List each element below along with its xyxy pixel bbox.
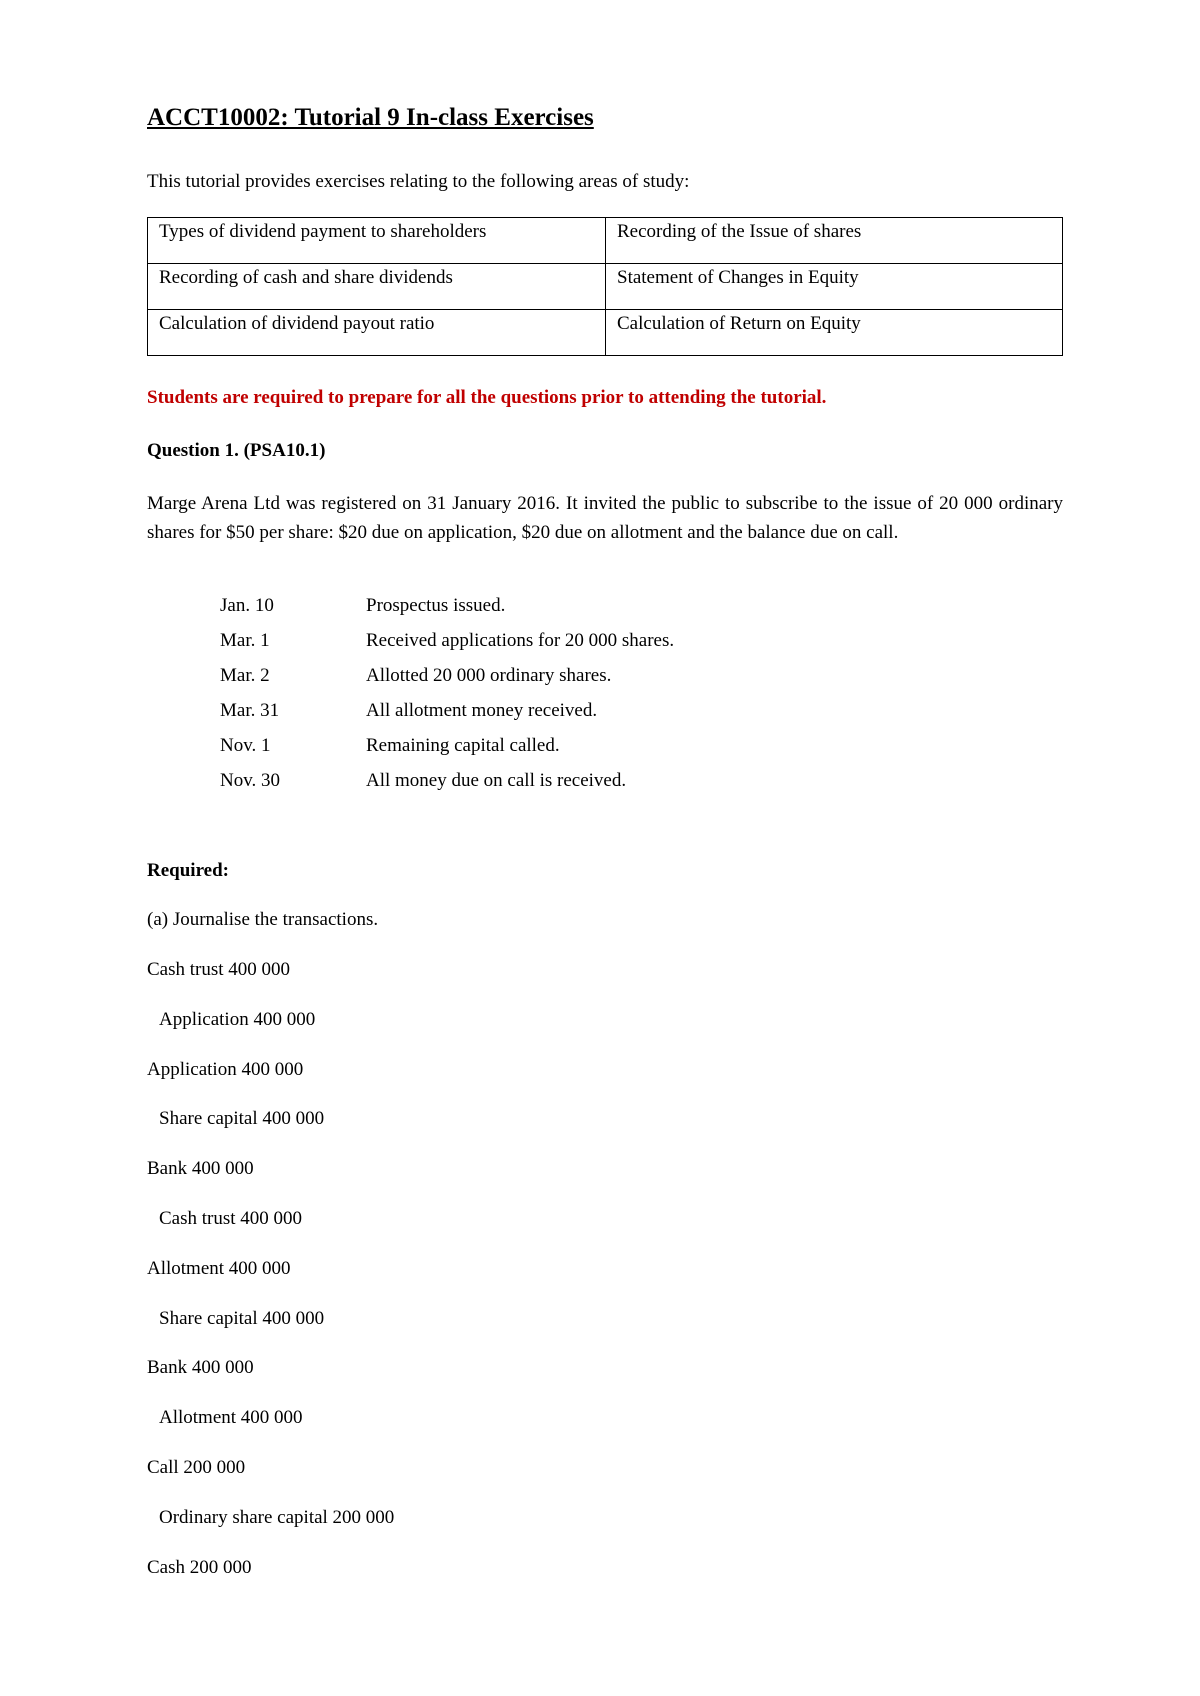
table-row [148, 264, 1063, 310]
event-item [220, 665, 674, 700]
journal-credit-line: Allotment 400 000 [159, 1407, 303, 1429]
table-cell: Calculation of dividend payout ratio [148, 310, 606, 356]
event-item [220, 595, 674, 630]
event-date: Mar. 1 [220, 630, 270, 651]
question-1-heading: Question 1. (PSA10.1) [147, 440, 326, 461]
event-date: Mar. 31 [220, 700, 280, 721]
journal-credit-line: Ordinary share capital 200 000 [159, 1506, 395, 1528]
areas-of-study-table [147, 217, 1063, 356]
event-date: Jan. 10 [220, 595, 274, 616]
journal-entries [147, 959, 394, 1606]
journal-credit-line: Application 400 000 [159, 1008, 316, 1030]
table-row [148, 310, 1063, 356]
event-text: Received applications for 20 000 shares. [366, 630, 675, 651]
event-text: Prospectus issued. [366, 595, 506, 616]
required-heading: Required: [147, 860, 229, 881]
page-title: ACCT10002: Tutorial 9 In-class Exercises [147, 104, 594, 131]
journal-debit-line: Application 400 000 [147, 1058, 304, 1080]
question-1-body: Marge Arena Ltd was registered on 31 January 2016. It invited the public to subscribe to the issue of 20 000 ordinary shares for $50 per share: $20 due on application, $20 due on allotment and the balance due on call. [147, 493, 1063, 543]
event-text: All allotment money received. [366, 700, 598, 721]
table-cell: Calculation of Return on Equity [606, 310, 1063, 356]
table-cell: Recording of the Issue of shares [606, 218, 1063, 264]
table-cell: Statement of Changes in Equity [606, 264, 1063, 310]
event-item [220, 630, 674, 665]
journal-debit-line: Cash trust 400 000 [147, 959, 291, 980]
journal-debit-line: Allotment 400 000 [147, 1257, 291, 1279]
event-list [220, 595, 674, 805]
journal-credit-line: Share capital 400 000 [159, 1108, 325, 1130]
event-item [220, 735, 674, 770]
journal-debit-line: Call 200 000 [147, 1456, 246, 1478]
event-date: Mar. 2 [220, 665, 270, 686]
intro-text: This tutorial provides exercises relating to the following areas of study: [147, 171, 690, 192]
event-text: All money due on call is received. [366, 770, 627, 791]
event-item [220, 700, 674, 735]
journal-debit-line: Cash 200 000 [147, 1556, 252, 1578]
event-item [220, 770, 674, 805]
table-cell: Types of dividend payment to shareholders [148, 218, 606, 264]
journal-credit-line: Cash trust 400 000 [159, 1207, 303, 1229]
table-cell: Recording of cash and share dividends [148, 264, 606, 310]
journal-debit-line: Bank 400 000 [147, 1357, 254, 1379]
event-date: Nov. 30 [220, 770, 280, 791]
event-text: Remaining capital called. [366, 735, 560, 756]
journal-credit-line: Share capital 400 000 [159, 1307, 325, 1329]
event-text: Allotted 20 000 ordinary shares. [366, 665, 612, 686]
part-a-instruction: (a) Journalise the transactions. [147, 909, 379, 930]
table-row [148, 218, 1063, 264]
preparation-notice: Students are required to prepare for all the questions prior to attending the tutorial. [147, 387, 827, 408]
journal-debit-line: Bank 400 000 [147, 1158, 254, 1180]
event-date: Nov. 1 [220, 735, 271, 756]
